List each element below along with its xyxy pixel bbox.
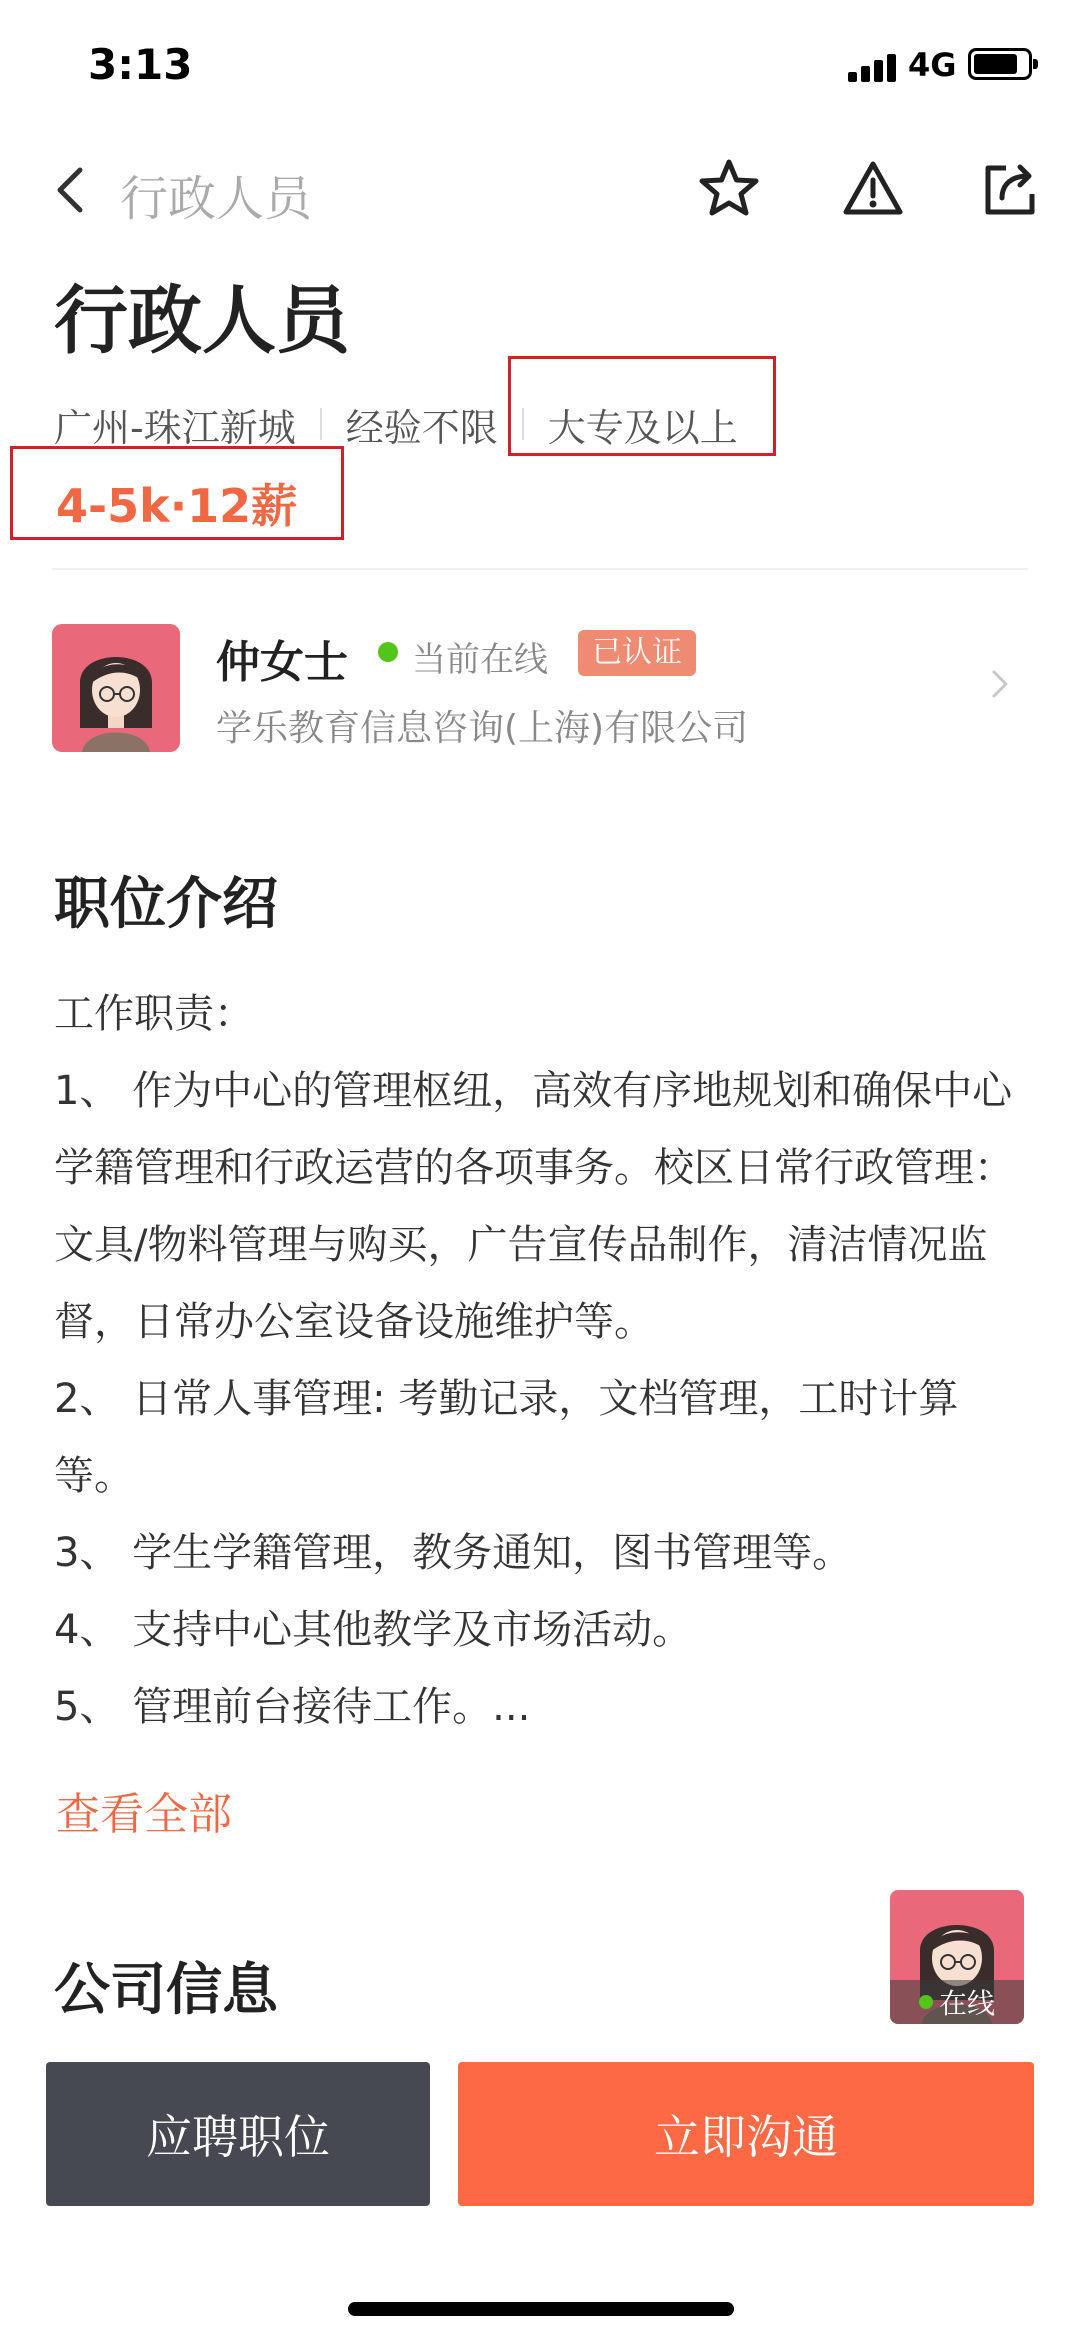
online-label: 在线: [938, 1987, 995, 2020]
divider: [52, 568, 1028, 570]
signal-icon: [848, 52, 900, 82]
online-status-dot: [378, 642, 398, 662]
meta-divider: [320, 408, 322, 440]
status-time: 3:13: [88, 40, 193, 89]
battery-icon: [968, 48, 1032, 80]
recruiter-company[interactable]: 学乐教育信息咨询(上海)有限公司: [216, 708, 749, 749]
recruiter-avatar[interactable]: [52, 624, 180, 752]
apply-button[interactable]: 应聘职位: [46, 2062, 430, 2206]
online-badge: [890, 1980, 1024, 2024]
job-experience: 经验不限: [345, 405, 498, 450]
company-info-heading: 公司信息: [54, 1958, 278, 2023]
star-icon[interactable]: [696, 156, 762, 222]
recruiter-name[interactable]: 仲女士: [216, 637, 348, 688]
job-education: 大专及以上: [547, 405, 738, 450]
salary-highlight-box: [10, 446, 344, 540]
online-status-text: 当前在线: [412, 640, 548, 680]
education-highlight-box: [508, 356, 776, 456]
online-dot: [919, 1995, 933, 2009]
nav-title: 行政人员: [120, 171, 313, 227]
job-description: [54, 976, 1034, 1746]
home-indicator[interactable]: [348, 2302, 734, 2316]
verified-badge: 已认证: [578, 630, 696, 676]
floating-chat-avatar[interactable]: [890, 1890, 1024, 2024]
description-line: 2、 日常人事管理: 考勤记录，文档管理，工时计算等。: [54, 1376, 959, 1499]
warning-icon[interactable]: [840, 156, 906, 222]
chat-now-button[interactable]: 立即沟通: [458, 2062, 1034, 2206]
description-line: 4、 支持中心其他教学及市场活动。: [54, 1607, 693, 1653]
job-location: 广州-珠江新城: [54, 405, 296, 450]
share-icon[interactable]: [978, 156, 1044, 222]
job-title: 行政人员: [54, 278, 350, 364]
description-line: 3、 学生学籍管理，教务通知，图书管理等。: [54, 1530, 853, 1576]
description-line: 5、 管理前台接待工作。...: [54, 1684, 531, 1730]
description-line: 工作职责：: [54, 991, 254, 1037]
description-line: 1、 作为中心的管理枢纽，高效有序地规划和确保中心学籍管理和行政运营的各项事务。校区日常行政管理：文具/物料管理与购买，广告宣传品制作，清洁情况监督，日常办公室设备设施维护等。: [54, 1068, 1014, 1345]
back-icon[interactable]: [46, 160, 96, 220]
see-all-link[interactable]: 查看全部: [56, 1789, 232, 1840]
job-salary: 4-5k·12薪: [56, 479, 298, 533]
chevron-right-icon[interactable]: [988, 664, 1012, 704]
description-heading: 职位介绍: [54, 872, 278, 937]
network-type: 4G: [908, 46, 957, 84]
